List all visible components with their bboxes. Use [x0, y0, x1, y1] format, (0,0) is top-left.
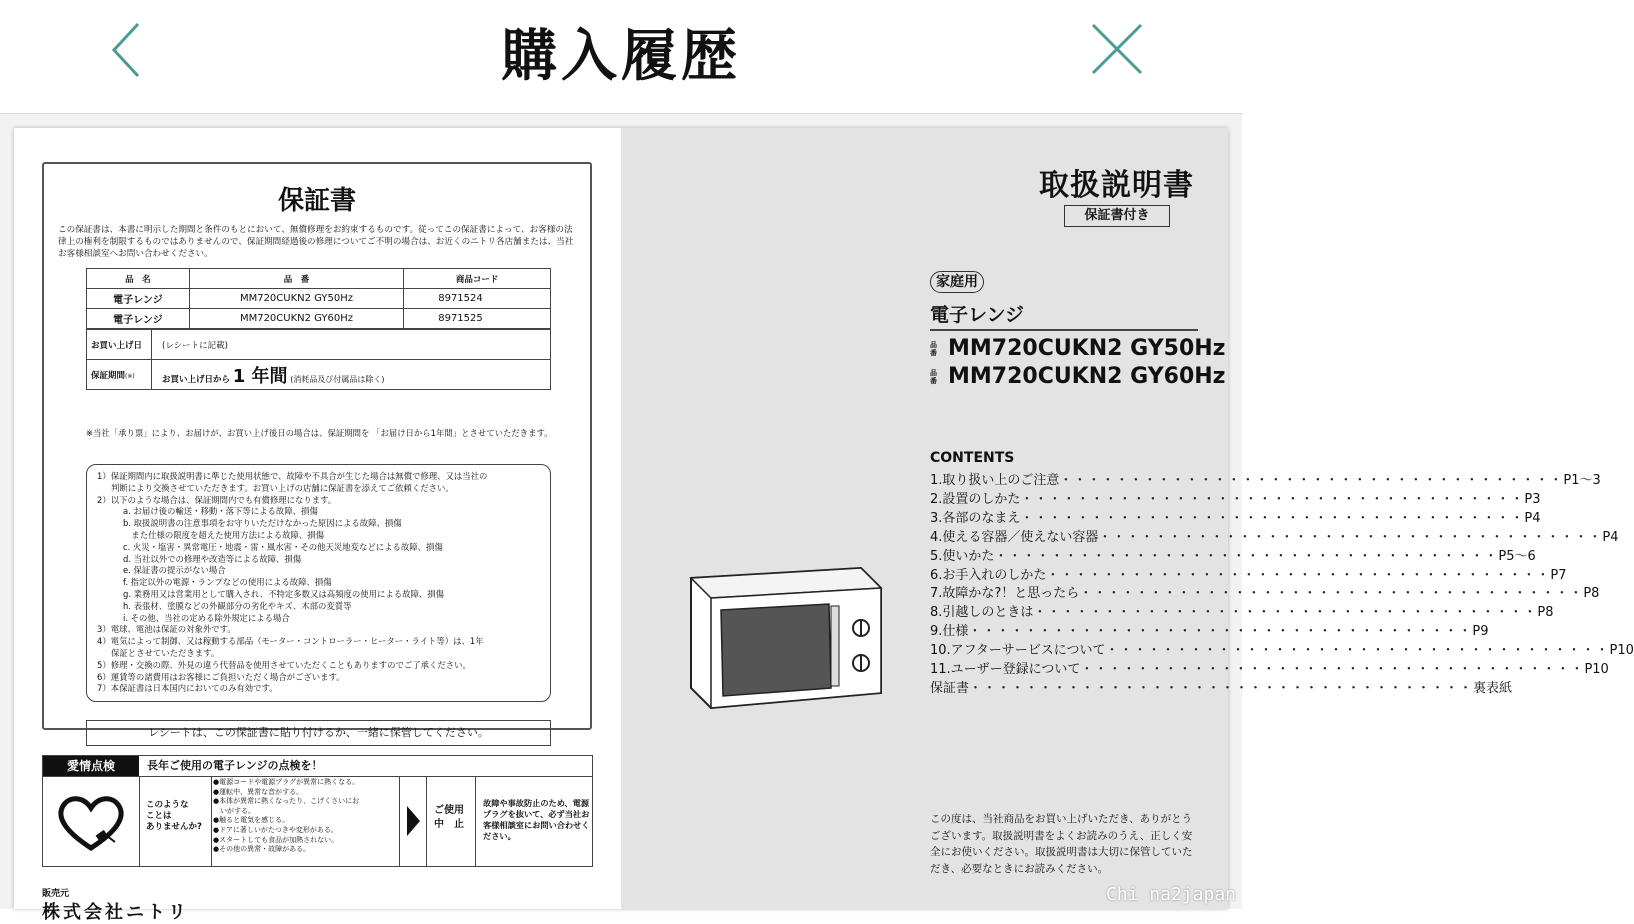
toc-item-page: P10: [1584, 662, 1609, 678]
toc-item-title: 7.故障かな?！と思ったら: [930, 586, 1080, 602]
list-item: ●本体が異常に熱くなったり、こげくさいにお: [213, 797, 360, 806]
heart-plug-icon: [43, 776, 139, 866]
col-header-code: 商品コード: [404, 269, 551, 289]
toc-item-title: 4.使える容器／使えない容器: [930, 529, 1099, 545]
warranty-page: [14, 128, 621, 923]
list-item: ●ドアに著しいがたつきや変形がある。: [213, 825, 338, 834]
arrow-right-icon: [400, 776, 426, 866]
toc-leader: ・・・・・・・・・・・・・・・・・・・・・・・・・・・・・・・・・・・・: [1020, 510, 1525, 526]
table-row: [87, 289, 551, 309]
toc-item[interactable]: [930, 604, 1554, 623]
warranty-intro: この保証書は、本書に明示した期間と条件のもとにおいて、無償修理をお約束するものです。従ってこの保証書によって、お客様の法律上の権利を制限するものではありませんので、保証期間経過後の修理についてご不明の場合は、お近くのニトリ各店舗または、当社お客様相談室へお問い合わせください。: [58, 225, 574, 259]
toc-item[interactable]: [930, 680, 1513, 699]
cell-model: MM720CUKN2 GY60Hz: [189, 309, 403, 329]
terms-line: d. 当社以外での修理や改造等による故障、損傷: [123, 553, 302, 564]
toc-item[interactable]: [930, 529, 1619, 548]
watermark: Chi na2japan: [1105, 884, 1236, 905]
toc-item-title: 10.アフターサービスについて: [930, 643, 1106, 659]
period-value: お買い上げ日から 1 年間 (消耗品及び付属品は除く): [152, 360, 551, 390]
toc-item-title: 保証書: [930, 680, 970, 696]
toc-item-title: 6.お手入れのしかた: [930, 567, 1047, 583]
toc-item[interactable]: [930, 642, 1634, 661]
toc-item-page: P4: [1524, 510, 1541, 526]
toc-item-page: P8: [1537, 605, 1554, 621]
contents-heading: CONTENTS: [930, 450, 1015, 466]
list-item: ●電源コードや電源プラグが異常に熱くなる。: [213, 778, 360, 786]
toc-leader: ・・・・・・・・・・・・・・・・・・・・・・・・・・・・・・・・・・・・: [1080, 662, 1585, 678]
toc-item-page: P5～6: [1498, 548, 1536, 564]
receipt-note: レシートは、この保証書に貼り付けるか、一緒に保管してください。: [86, 720, 551, 746]
list-item: ●その他の異常・故障がある。: [213, 845, 311, 854]
product-name: 電子レンジ: [930, 304, 1025, 326]
toc-leader: ・・・・・・・・・・・・・・・・・・・・・・・・・・・・・・・・・・・・: [994, 548, 1499, 564]
toc-leader: ・・・・・・・・・・・・・・・・・・・・・・・・・・・・・・・・・・・・: [969, 680, 1474, 696]
warranty-terms: [86, 464, 551, 702]
toc-leader: ・・・・・・・・・・・・・・・・・・・・・・・・・・・・・・・・・・・・: [1105, 643, 1610, 659]
warranty-badge: 保証書付き: [1064, 205, 1170, 227]
model-number: 品番 MM720CUKN2 GY50Hz: [930, 336, 1226, 361]
terms-line: a. お届け後の輸送・移動・落下等による故障、損傷: [123, 506, 318, 517]
care-warning: 故障や事故防止のため、電源プラグを抜いて、必ず当社お客様相談室にお問い合わせください。: [483, 798, 590, 841]
toc-leader: ・・・・・・・・・・・・・・・・・・・・・・・・・・・・・・・・・・・・: [1033, 605, 1538, 621]
cell-name: 電子レンジ: [87, 309, 190, 329]
terms-line: 1）保証期間内に取扱説明書に準じた使用状態で、故障や不具合が生じた場合は無償で修理、又は当社の: [97, 471, 488, 481]
terms-line: b. 取扱説明書の注意事項をお守りいただけなかった原因による故障、損傷: [123, 518, 402, 529]
toc-item-page: 裏表紙: [1473, 680, 1513, 696]
terms-line: e. 保証書の提示がない場合: [123, 565, 226, 576]
divider: [930, 329, 1198, 331]
terms-line: また仕様の限度を超えた使用方法による故障、損傷: [123, 529, 324, 540]
terms-line: i. その他、当社の定める除外規定による場合: [123, 612, 290, 623]
list-item: いがする。: [213, 806, 255, 815]
cell-model: MM720CUKN2 GY50Hz: [189, 289, 403, 309]
period-label: 保証期間(※): [87, 360, 152, 390]
warranty-note: ※当社「承り票」により、お届けが、お買い上げ後日の場合は、保証期間を 「お届け日から1年間」とさせていただきます。: [86, 428, 553, 438]
terms-line: g. 業務用又は営業用として購入され、不特定多数又は高頻度の使用による故障、損傷: [123, 588, 445, 599]
model-number: 品番 MM720CUKN2 GY60Hz: [930, 364, 1226, 389]
toc-item[interactable]: [930, 510, 1541, 529]
microwave-illustration: [681, 558, 901, 708]
manual-spread[interactable]: [14, 128, 1634, 923]
col-header-name: 品 名: [87, 269, 190, 289]
toc-item-page: P4: [1602, 529, 1619, 545]
terms-line: 7）本保証書は日本国内においてのみ有効です。: [97, 683, 278, 694]
toc-item-page: P3: [1524, 491, 1541, 507]
toc-leader: ・・・・・・・・・・・・・・・・・・・・・・・・・・・・・・・・・・・・: [1098, 529, 1603, 545]
toc-item-title: 8.引越しのときは: [930, 605, 1034, 621]
care-symptom-list: [213, 778, 399, 855]
table-row: [87, 309, 551, 329]
toc-leader: ・・・・・・・・・・・・・・・・・・・・・・・・・・・・・・・・・・・・: [1059, 473, 1564, 488]
table-of-contents: [930, 472, 1634, 699]
toc-item[interactable]: [930, 548, 1536, 567]
terms-line: f. 指定以外の電源・ランプなどの使用による故障、損傷: [123, 577, 332, 588]
thanks-text: この度は、当社商品をお買い上げいただき、ありがとうございます。取扱説明書をよくお読みのうえ、正しく安全にお使いください。取扱説明書は大切に保管していただき、必要なときにお読みください。: [930, 813, 1193, 875]
col-header-model: 品 番: [189, 269, 403, 289]
list-item: ●スタートしても食品が加熱されない。: [213, 835, 339, 844]
warranty-title: 保証書: [277, 186, 356, 216]
app-header: [0, 0, 1242, 114]
toc-item-page: P8: [1583, 586, 1600, 602]
warranty-meta-table: [86, 329, 551, 390]
cell-name: 電子レンジ: [87, 289, 190, 309]
care-check-box: [42, 755, 593, 867]
seller-name: 株式会社ニトリ: [42, 902, 189, 923]
list-item: ●触ると電気を感じる。: [213, 816, 290, 825]
toc-item-title: 9.仕様: [930, 624, 969, 640]
toc-item[interactable]: [930, 661, 1609, 680]
toc-item-title: 3.各部のなまえ: [930, 510, 1021, 526]
toc-item[interactable]: [930, 567, 1567, 586]
toc-item-page: P10: [1609, 643, 1634, 659]
product-table: [86, 268, 551, 329]
toc-item[interactable]: [930, 623, 1489, 642]
terms-line: c. 火災・塩害・異常電圧・地震・雷・風水害・その他天災地変などによる故障、損傷: [123, 541, 443, 552]
toc-item-title: 1.取り扱い上のご注意: [930, 473, 1060, 488]
terms-line: 4）電気によって制御、又は稼動する部品（モーター・コントローラー・ヒーター・ライト等）は、1年: [97, 636, 484, 647]
toc-item-page: P9: [1472, 624, 1489, 640]
terms-line: 保証とさせていただきます。: [111, 647, 220, 658]
toc-leader: ・・・・・・・・・・・・・・・・・・・・・・・・・・・・・・・・・・・・: [1020, 491, 1525, 507]
terms-line: h. 表張材、塗膜などの外観部分の劣化やキズ、木部の変質等: [123, 600, 352, 611]
purchase-date-label: お買い上げ日: [87, 330, 152, 360]
toc-item-title: 2.設置のしかた: [930, 491, 1021, 507]
cell-code: 8971524: [404, 289, 551, 309]
cell-code: 8971525: [404, 309, 551, 329]
terms-line: 3）電球、電池は保証の対象外です。: [97, 624, 236, 635]
toc-item[interactable]: [930, 585, 1600, 604]
cover-page: [621, 128, 1634, 909]
care-heading: 長年ご使用の電子レンジの点検を！: [147, 759, 323, 772]
seller-label: 販売元: [42, 889, 70, 899]
care-label: 愛情点検: [43, 756, 139, 776]
toc-item-page: P7: [1550, 567, 1567, 583]
toc-item-page: P1～3: [1563, 473, 1601, 488]
toc-item-title: 11.ユーザー登録について: [930, 662, 1081, 678]
toc-leader: ・・・・・・・・・・・・・・・・・・・・・・・・・・・・・・・・・・・・: [1079, 586, 1584, 602]
purchase-date-value: (レシートに記載): [152, 330, 551, 360]
care-question: このような ことは ありませんか?: [140, 776, 212, 866]
terms-line: 2）以下のような場合は、保証期間内でも有償修理になります。: [97, 494, 337, 505]
terms-line: 判断により交換させていただきます。お買い上げの店舗に保証書を添えてご依頼ください。: [111, 482, 454, 493]
manual-title: 取扱説明書: [1039, 168, 1194, 203]
toc-item[interactable]: [930, 491, 1541, 510]
terms-line: 6）運賃等の諸費用はお客様にご負担いただく場合がございます。: [97, 671, 345, 682]
toc-leader: ・・・・・・・・・・・・・・・・・・・・・・・・・・・・・・・・・・・・: [968, 624, 1473, 640]
toc-item-title: 5.使いかた: [930, 548, 995, 564]
page-title: 購入履歴: [501, 24, 741, 89]
toc-leader: ・・・・・・・・・・・・・・・・・・・・・・・・・・・・・・・・・・・・: [1046, 567, 1551, 583]
toc-item[interactable]: [930, 472, 1601, 491]
care-action: ご使用 中 止: [426, 776, 476, 866]
terms-line: 5）修理・交換の際、外見の違う代替品を使用させていただくこともありますのでご了承ください。: [97, 659, 471, 670]
warranty-box: [42, 162, 592, 739]
close-icon[interactable]: [1090, 22, 1144, 76]
list-item: ●運転中、異常な音がする。: [213, 787, 304, 796]
usage-badge: 家庭用: [930, 271, 984, 293]
